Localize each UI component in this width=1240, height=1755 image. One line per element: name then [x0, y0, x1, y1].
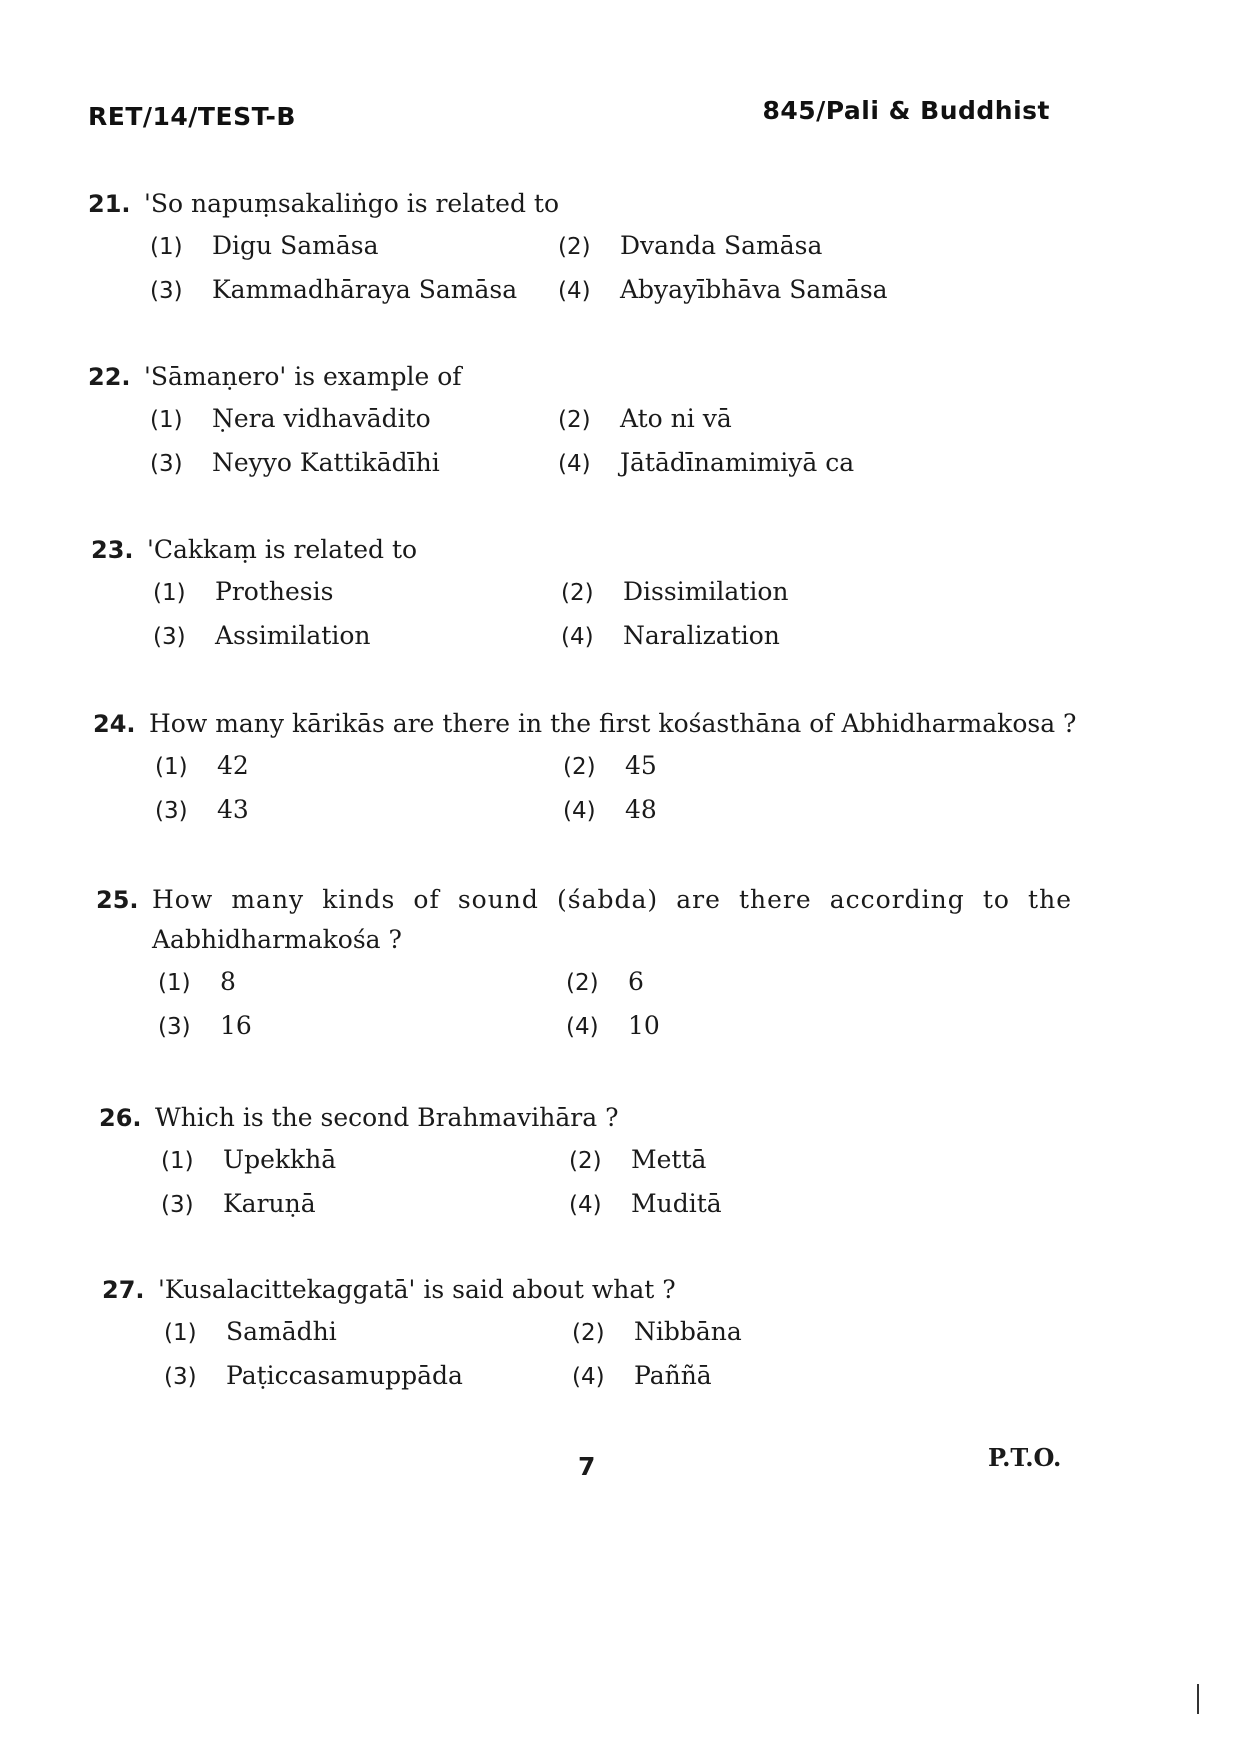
scan-artifact-line: [1197, 1684, 1199, 1714]
options: [93, 746, 1093, 832]
option-text: Dvanda Samāsa: [620, 231, 823, 260]
option-3[interactable]: [164, 1356, 463, 1397]
page-number: 7: [578, 1452, 596, 1481]
option-3[interactable]: [155, 790, 249, 831]
question-24: [93, 704, 1093, 832]
option-number: (3): [161, 1192, 194, 1218]
paper-code: RET/14/TEST-B: [88, 102, 296, 131]
option-number: (2): [563, 754, 596, 780]
option-1[interactable]: [158, 962, 236, 1003]
option-text: Ato ni vā: [620, 404, 732, 433]
question-number: 21.: [88, 190, 131, 218]
option-number: (4): [558, 278, 591, 304]
option-2[interactable]: [569, 1140, 706, 1181]
question-26: [99, 1098, 1099, 1226]
question-text: 'Cakkaṃ is related to: [147, 535, 418, 564]
option-1[interactable]: [155, 746, 249, 787]
option-2[interactable]: [561, 572, 789, 613]
question-number: 26.: [99, 1104, 142, 1132]
question-number: 24.: [93, 710, 136, 738]
option-number: (3): [153, 624, 186, 650]
option-1[interactable]: [150, 226, 378, 267]
option-1[interactable]: [164, 1312, 337, 1353]
option-text: 48: [625, 795, 657, 824]
option-text: 16: [220, 1011, 252, 1040]
options: [88, 226, 1088, 312]
option-number: (2): [569, 1148, 602, 1174]
question-text: Which is the second Brahmavihāra ?: [155, 1103, 619, 1132]
option-text: 45: [625, 751, 657, 780]
option-3[interactable]: [158, 1006, 252, 1047]
question-stem: [102, 1270, 1102, 1310]
option-3[interactable]: [150, 270, 517, 311]
option-text: 10: [628, 1011, 660, 1040]
option-text: Assimilation: [215, 621, 371, 650]
option-number: (2): [561, 580, 594, 606]
option-4[interactable]: [558, 270, 888, 311]
option-4[interactable]: [569, 1184, 722, 1225]
question-25: [96, 880, 1096, 1048]
question-stem: [88, 184, 1088, 224]
option-3[interactable]: [161, 1184, 316, 1225]
option-number: (4): [561, 624, 594, 650]
option-number: (2): [558, 407, 591, 433]
option-number: (4): [563, 798, 596, 824]
question-number: 22.: [88, 363, 131, 391]
question-text: How many kārikās are there in the first kośasthāna of Abhidharmakosa ?: [149, 709, 1077, 738]
question-number: 23.: [91, 536, 134, 564]
option-2[interactable]: [563, 746, 657, 787]
option-number: (4): [558, 451, 591, 477]
option-text: Jātādīnamimiyā ca: [620, 448, 855, 477]
option-text: Paññā: [634, 1361, 712, 1390]
question-text-continued: Aabhidharmakośa ?: [152, 925, 402, 954]
question-21: [88, 184, 1088, 312]
question-22: [88, 357, 1088, 485]
option-text: Abyayībhāva Samāsa: [620, 275, 888, 304]
option-4[interactable]: [566, 1006, 660, 1047]
option-number: (1): [164, 1320, 197, 1346]
option-text: Mettā: [631, 1145, 707, 1174]
question-stem: [99, 1098, 1099, 1138]
option-text: Karuṇā: [223, 1189, 316, 1218]
options: [96, 962, 1096, 1048]
option-text: 8: [220, 967, 236, 996]
option-text: Prothesis: [215, 577, 334, 606]
option-number: (2): [566, 970, 599, 996]
question-stem: [93, 704, 1093, 744]
option-number: (4): [569, 1192, 602, 1218]
please-turn-over: P.T.O.: [988, 1443, 1062, 1472]
option-4[interactable]: [561, 616, 780, 657]
option-4[interactable]: [572, 1356, 712, 1397]
option-number: (1): [155, 754, 188, 780]
option-number: (3): [155, 798, 188, 824]
option-number: (1): [150, 234, 183, 260]
option-text: Neyyo Kattikādīhi: [212, 448, 440, 477]
option-text: Upekkhā: [223, 1145, 337, 1174]
option-text: Digu Samāsa: [212, 231, 379, 260]
option-number: (2): [572, 1320, 605, 1346]
option-text: Naralization: [623, 621, 780, 650]
option-text: Ṇera vidhavādito: [212, 404, 431, 433]
option-2[interactable]: [572, 1312, 742, 1353]
option-text: Nibbāna: [634, 1317, 742, 1346]
question-text: How many kinds of sound (śabda) are there according to the: [152, 885, 1072, 914]
question-text: 'Kusalacittekaggatā' is said about what ?: [158, 1275, 676, 1304]
option-1[interactable]: [161, 1140, 336, 1181]
option-number: (3): [158, 1014, 191, 1040]
option-number: (2): [558, 234, 591, 260]
question-stem: [88, 357, 1088, 397]
question-stem: [96, 880, 1096, 960]
options: [102, 1312, 1102, 1398]
subject-code: 845/Pali & Buddhist: [762, 96, 1050, 125]
option-number: (4): [572, 1364, 605, 1390]
option-number: (4): [566, 1014, 599, 1040]
option-number: (3): [164, 1364, 197, 1390]
option-text: Dissimilation: [623, 577, 789, 606]
option-2[interactable]: [566, 962, 644, 1003]
option-2[interactable]: [558, 226, 822, 267]
option-text: Muditā: [631, 1189, 722, 1218]
question-number: 25.: [96, 886, 139, 914]
option-3[interactable]: [150, 443, 440, 484]
option-number: (1): [150, 407, 183, 433]
option-text: 6: [628, 967, 644, 996]
question-text: 'Sāmaṇero' is example of: [144, 362, 462, 391]
option-number: (1): [161, 1148, 194, 1174]
option-number: (1): [153, 580, 186, 606]
question-text: 'So napuṃsakaliṅgo is related to: [144, 189, 560, 218]
question-27: [102, 1270, 1102, 1398]
options: [99, 1140, 1099, 1226]
option-1[interactable]: [153, 572, 333, 613]
option-text: Samādhi: [226, 1317, 337, 1346]
option-3[interactable]: [153, 616, 371, 657]
option-4[interactable]: [563, 790, 657, 831]
option-2[interactable]: [558, 399, 732, 440]
option-text: Kammadhāraya Samāsa: [212, 275, 518, 304]
question-number: 27.: [102, 1276, 145, 1304]
option-number: (1): [158, 970, 191, 996]
option-1[interactable]: [150, 399, 431, 440]
options: [91, 572, 1091, 658]
option-text: 42: [217, 751, 249, 780]
question-23: [91, 530, 1091, 658]
option-number: (3): [150, 451, 183, 477]
option-text: 43: [217, 795, 249, 824]
option-text: Paṭiccasamuppāda: [226, 1361, 463, 1390]
option-number: (3): [150, 278, 183, 304]
options: [88, 399, 1088, 485]
question-stem: [91, 530, 1091, 570]
option-4[interactable]: [558, 443, 854, 484]
